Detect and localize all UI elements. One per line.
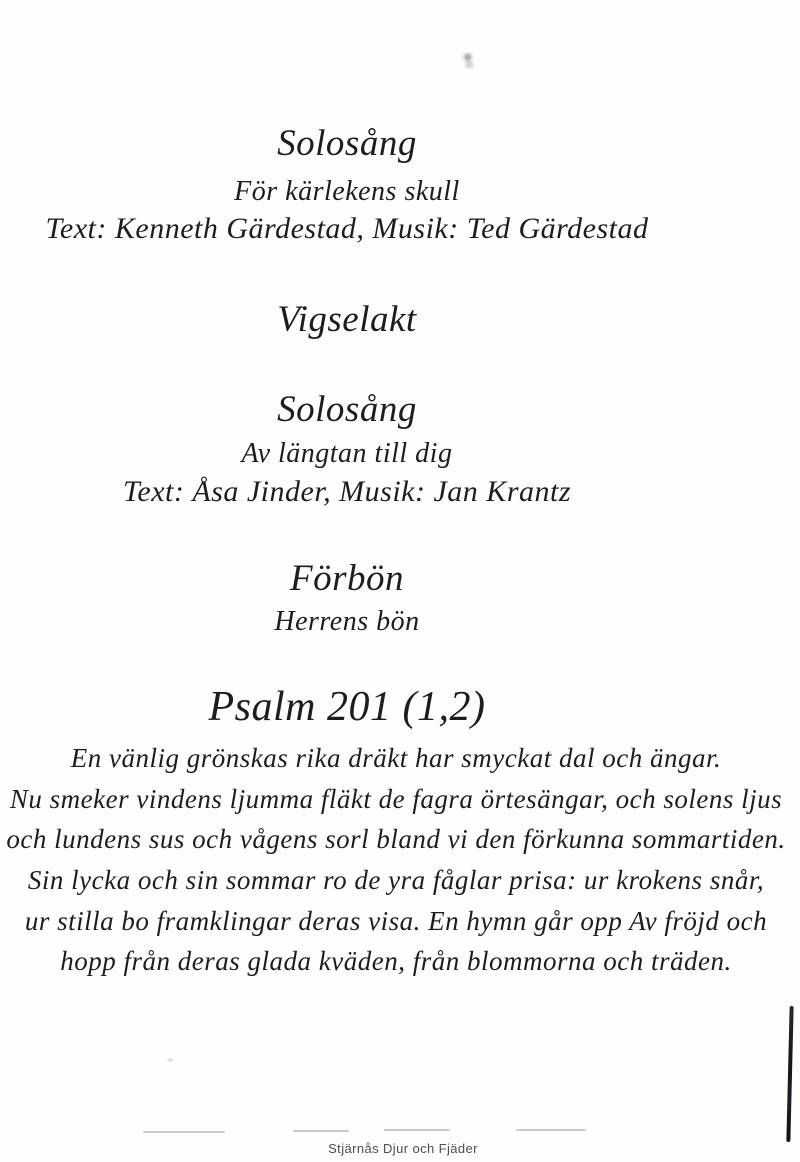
intercession-subtitle: Herrens bön [274,606,420,637]
scan-line-artifact [293,1130,349,1132]
scan-line-artifact [516,1129,586,1131]
song-subtitle-2: Av längtan till dig [241,438,453,469]
verse-line-6: hopp från deras glada kväden, från blommorna och träden. [60,946,732,976]
song-credits-2: Text: Åsa Jinder, Musik: Jan Krantz [122,475,572,508]
scan-speck-artifact [166,1057,175,1063]
verse-line-2: Nu smeker vindens ljumma fläkt de fagra örtesängar, och solens ljus [9,784,783,814]
song-credits-1: Text: Kenneth Gärdestad, Musik: Ted Gärdestad [45,212,649,245]
verse-line-5: ur stilla bo framklingar deras visa. En hymn går opp Av fröjd och [24,906,768,936]
verse-line-3: och lundens sus och vågens sorl bland vi den förkunna sommartiden. [6,824,786,854]
intercession-title: Förbön [290,558,404,599]
ceremony-title: Vigselakt [277,299,417,340]
song-title-1: Solosång [277,123,417,164]
verse-line-1: En vänlig grönskas rika dräkt har smyckat dal och ängar. [70,743,722,773]
scan-line-artifact [384,1129,450,1131]
song-title-2: Solosång [277,389,417,430]
right-edge-scan-line [786,1006,793,1142]
scan-line-artifact [143,1131,225,1133]
verse-line-4: Sin lycka och sin sommar ro de yra fåglar prisa: ur krokens snår, [27,865,765,895]
scan-smudge-artifact [461,52,476,69]
song-subtitle-1: För kärlekens skull [234,176,460,207]
watermark-credit: Stjärnås Djur och Fjäder [328,1141,478,1156]
psalm-title: Psalm 201 (1,2) [208,684,486,730]
